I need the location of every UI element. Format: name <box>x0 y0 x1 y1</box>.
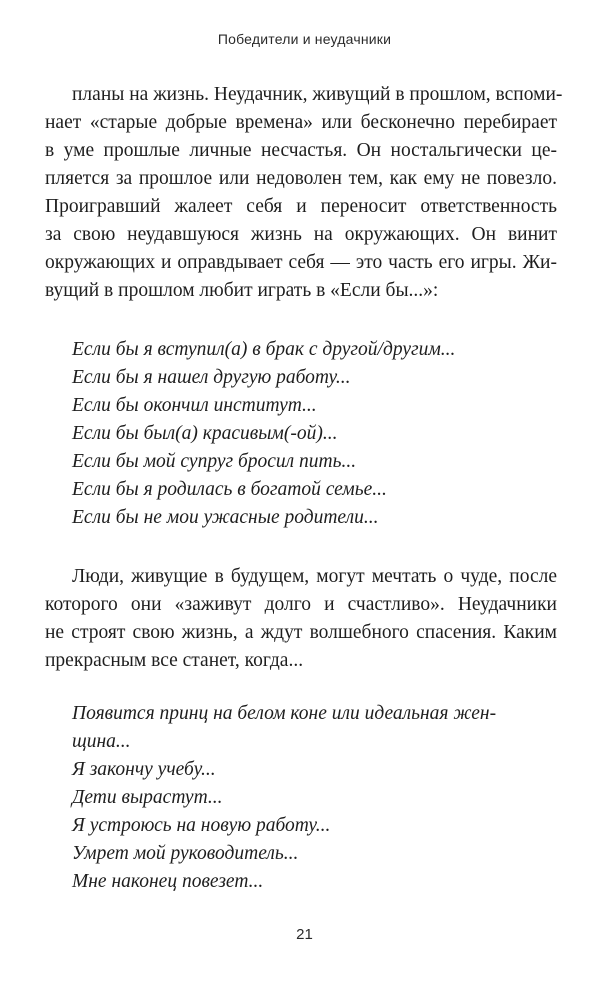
list-item: Дети вырастут... <box>72 787 223 808</box>
text-line: нает «старые добрые времена» или бесконечно перебирает <box>45 112 557 133</box>
text-line: Проигравший жалеет себя и переносит ответственность <box>45 196 557 217</box>
text-line: планы на жизнь. Неудачник, живущий в прошлом, вспоми- <box>72 84 563 105</box>
list-item: Появится принц на белом коне или идеальная жен- <box>72 703 497 724</box>
text-line: окружающих и оправдывает себя — это часть его игры. Жи- <box>45 252 557 273</box>
text-line: которого они «заживут долго и счастливо». Неудачники <box>45 594 557 615</box>
when-list <box>45 700 557 896</box>
text-line: в уме прошлые личные несчастья. Он ностальгически це- <box>45 140 557 161</box>
text-line: не строят свою жизнь, а ждут волшебного спасения. Каким <box>45 622 557 643</box>
list-item: Мне наконец повезет... <box>72 871 264 892</box>
text-line: прекрасным все станет, когда... <box>45 650 304 671</box>
if-only-list <box>45 336 557 532</box>
list-item: Если бы окончил институт... <box>72 395 317 416</box>
list-item: Если бы я родилась в богатой семье... <box>72 479 387 500</box>
text-line: пляется за прошлое или недоволен тем, как ему не повезло. <box>45 168 557 189</box>
list-item: Умрет мой руководитель... <box>72 843 299 864</box>
list-item: Если бы был(а) красивым(-ой)... <box>72 423 338 444</box>
list-item: Если бы я нашел другую работу... <box>72 367 351 388</box>
list-item: Если бы не мои ужасные родители... <box>72 507 379 528</box>
paragraph-2 <box>45 563 557 675</box>
text-line: вущий в прошлом любит играть в «Если бы...»: <box>45 280 439 301</box>
text-line: за свою неудавшуюся жизнь на окружающих. Он винит <box>45 224 557 245</box>
list-item: Если бы я вступил(а) в брак с другой/другим... <box>72 339 456 360</box>
list-item: Я закончу учебу... <box>72 759 216 780</box>
list-item: Если бы мой супруг бросил пить... <box>72 451 357 472</box>
list-item: щина... <box>72 731 131 752</box>
text-line: Люди, живущие в будущем, могут мечтать о чуде, после <box>72 566 557 587</box>
running-head: Победители и неудачники <box>217 31 392 47</box>
list-item: Я устроюсь на новую работу... <box>72 815 331 836</box>
paragraph-1 <box>45 81 563 305</box>
page-number: 21 <box>296 926 313 943</box>
